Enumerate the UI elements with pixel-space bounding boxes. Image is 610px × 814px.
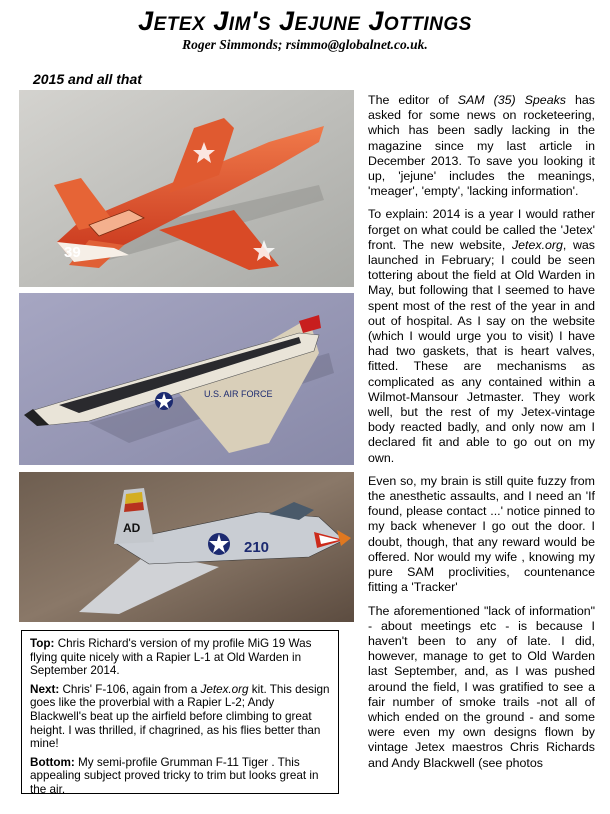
page-title: Jetex Jim's Jejune Jottings bbox=[138, 6, 472, 36]
caption-bottom: Bottom: My semi-profile Grumman F-11 Tiger . This appealing subject proved tricky to trim but looks great in the air. bbox=[30, 755, 319, 796]
paragraph: The aforementioned "lack of information" - about meetings etc - is because I haven't been to any of late. I did, however, manage to get to Old Warden last September, and, as I was pushed around the field, I was gratified to see a fair number of smoke trails -not all of which ended on the ground - and some were even my own designs flown by vintage Jetex maestros Chris Richards and Andy Blackwell (see photos bbox=[368, 603, 595, 770]
tail-number: 39 bbox=[64, 244, 81, 261]
caption-top: Top: Chris Richard's version of my profile MiG 19 Was flying quite nicely with a Rapier L-1 at Old Warden in September 2014. bbox=[30, 637, 312, 678]
paragraph: The editor of SAM (35) Speaks has asked for some news on rocketeering, which has been sadly lacking in the magazine since my last article in December 2013. To save you looking it up, 'jejune' includes the meanings, 'meager', 'empty', 'lacking information'. bbox=[368, 93, 595, 199]
photo-f106-model bbox=[19, 293, 354, 465]
photo-f11-tiger-model bbox=[19, 472, 354, 622]
masthead bbox=[0, 6, 610, 53]
caption-next: Next: Chris' F-106, again from a Jetex.org kit. This design goes like the proverbial with a Rapier L-2; Andy Blackwell's beat up the airfield before climbing to great height. I was thrilled, if chagrined, as his flies better than mine! bbox=[30, 682, 330, 751]
paragraph: To explain: 2014 is a year I would rather forget on what could be called the 'Jetex' front. The new website, Jetex.org, was launched in February; I could be seen tottering about the field at Old Warden in May, but following that I seemed to have spent most of the rest of the year in and out of hospital. As I say on the website (which I would urge you to visit) I have had two gaskets, that is heart valves, fitted. These are mechanisms as complicated as any contained within a Wilmot-Mansour Jetmaster. They work well, but the rest of my Jetex-vintage body reacted badly, and only now am I declared fit and able to go out on my own. bbox=[368, 207, 595, 465]
paragraph: Even so, my brain is still quite fuzzy from the anesthetic assaults, and I need an 'If found, please contact ...' notice pinned to my back whenever I go out the door. I doubt, though, that any reward would be offered. Nor would my wife , knowing my pure SAM proclivities, countenance fitting a 'Tracker' bbox=[368, 473, 595, 595]
photo-mig19-model bbox=[19, 90, 354, 287]
photo-caption-box bbox=[21, 630, 339, 794]
fuselage-marking: U.S. AIR FORCE bbox=[204, 389, 273, 399]
nose-number: 210 bbox=[244, 539, 270, 556]
author-byline: Roger Simmonds; rsimmo@globalnet.co.uk. bbox=[182, 37, 428, 52]
article-subheading: 2015 and all that bbox=[33, 71, 142, 87]
tail-code: AD bbox=[123, 521, 141, 535]
article-body bbox=[368, 93, 595, 779]
